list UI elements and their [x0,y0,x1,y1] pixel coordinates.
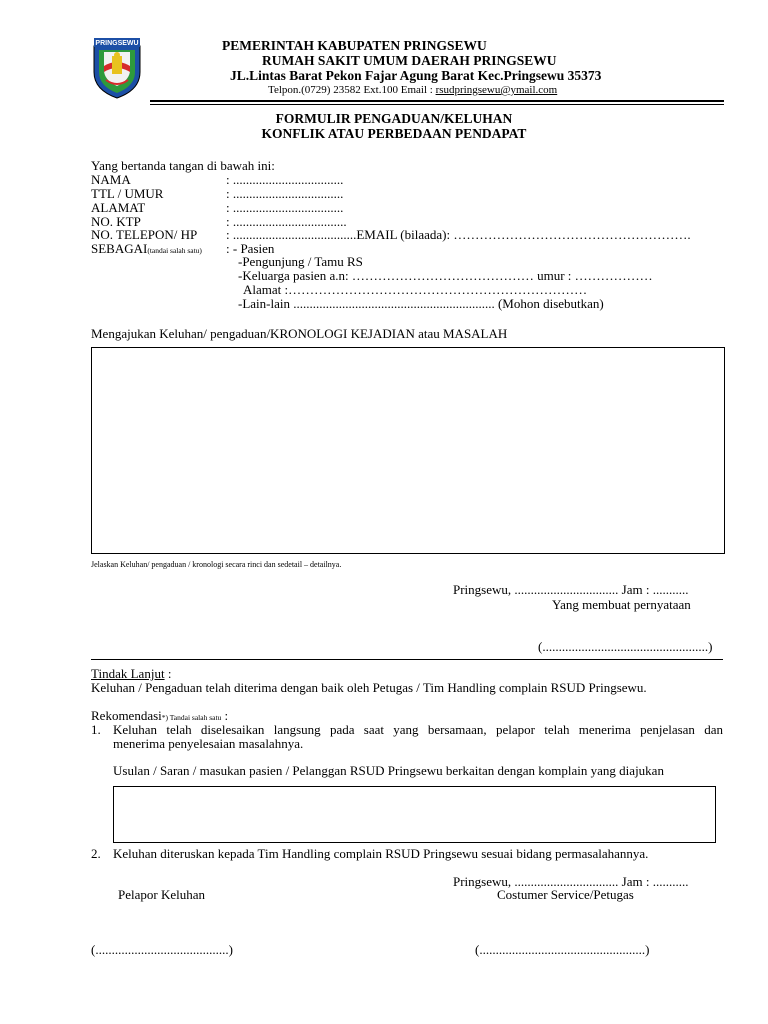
sign1-signature-blank[interactable]: (...................................................) [538,639,713,654]
rekomendasi-colon: : [221,708,229,723]
header-email: rsudpringsewu@ymail.com [435,84,558,96]
item2-text[interactable]: Keluhan diteruskan kepada Tim Handling complain RSUD Pringsewu sesuai bidang permasalahannya. [113,846,649,861]
alamat-label: ALAMAT [91,200,146,215]
sign2-petugas: Costumer Service/Petugas [497,887,634,902]
header-address: JL.Lintas Barat Pekon Fajar Agung Barat Kec.Pringsewu 35373 [230,68,602,83]
followup-received: Keluhan / Pengaduan telah diterima dengan baik oleh Petugas / Tim Handling complain RSUD Pringsewu. [91,680,647,695]
ttl-label: TTL / UMUR [91,186,164,201]
option-keluarga[interactable]: -Keluarga pasien a.n: …………………………………… umur : ……………… [238,268,653,283]
option-pasien[interactable]: : - Pasien [226,241,275,256]
header-government: PEMERINTAH KABUPATEN PRINGSEWU [222,38,487,53]
item1-line1[interactable]: Keluhan telah diselesaikan langsung pada saat yang bersamaan, pelapor telah menerima penjelasan dan [113,722,723,737]
sign1-place-date[interactable]: Pringsewu, ................................ Jam : ........... [453,582,689,597]
usulan-label: Usulan / Saran / masukan pasien / Pelanggan RSUD Pringsewu berkaitan dengan komplain yang diajukan [113,763,664,778]
ttl-field[interactable]: : .................................. [226,186,344,201]
rekomendasi-label: Rekomendasi [91,708,162,723]
option-keluarga-alamat[interactable]: Alamat :…………………………………………………………… [243,282,588,297]
sebagai-label [91,241,202,257]
telepon-label: NO. TELEPON/ HP [91,227,198,242]
item1-number: 1. [91,722,101,737]
ktp-field[interactable]: : ................................... [226,214,347,229]
sebagai-text: SEBAGAI [91,241,148,256]
option-lain-lain[interactable]: -Lain-lain .............................................................. (Mohon disebutkan) [238,296,604,311]
header-hospital: RUMAH SAKIT UMUM DAERAH PRINGSEWU [262,53,557,68]
header-rule-thin [150,104,724,105]
sign1-maker: Yang membuat pernyataan [552,597,691,612]
item2-number: 2. [91,846,101,861]
followup-colon: : [164,666,172,681]
logo-text: PRINGSEWU [95,40,139,47]
nama-label: NAMA [91,172,131,187]
usulan-textbox[interactable] [113,786,716,843]
alamat-field[interactable]: : .................................. [226,200,344,215]
item1-line2: menerima penyelesaian masalahnya. [113,736,304,751]
sign2-blank-pelapor[interactable]: (.........................................) [91,942,233,957]
telepon-email-field[interactable]: : ......................................EMAIL (bilaada): ………………………………………………. [226,227,691,242]
header-rule-thick [150,100,724,102]
identity-intro: Yang bertanda tangan di bawah ini: [91,158,275,173]
ktp-label: NO. KTP [91,214,141,229]
complaint-note: Jelaskan Keluhan/ pengaduan / kronologi secara rinci dan sedetail – detailnya. [91,560,342,569]
form-title-line1: FORMULIR PENGADUAN/KELUHAN [275,111,513,126]
sign2-place-date[interactable]: Pringsewu, ................................ Jam : ........... [453,874,689,889]
rekomendasi-note: *) Tandai salah satu [161,713,222,722]
form-title-line2: KONFLIK ATAU PERBEDAAN PENDAPAT [261,126,527,141]
sign2-blank-petugas[interactable]: (...................................................) [475,942,650,957]
nama-field[interactable]: : .................................. [226,172,344,187]
header-telpon: Telpon.(0729) 23582 Ext.100 Email : [268,84,436,96]
followup-heading: Tindak Lanjut [91,666,165,681]
section-divider [91,659,723,660]
option-pengunjung[interactable]: -Pengunjung / Tamu RS [238,254,363,269]
sign2-pelapor: Pelapor Keluhan [118,887,206,902]
complaint-heading: Mengajukan Keluhan/ pengaduan/KRONOLOGI KEJADIAN atau MASALAH [91,326,508,341]
header-contact [268,84,557,96]
complaint-textbox[interactable] [91,347,725,554]
pringsewu-logo [90,36,144,100]
sebagai-note: (tandai salah satu) [147,246,202,255]
